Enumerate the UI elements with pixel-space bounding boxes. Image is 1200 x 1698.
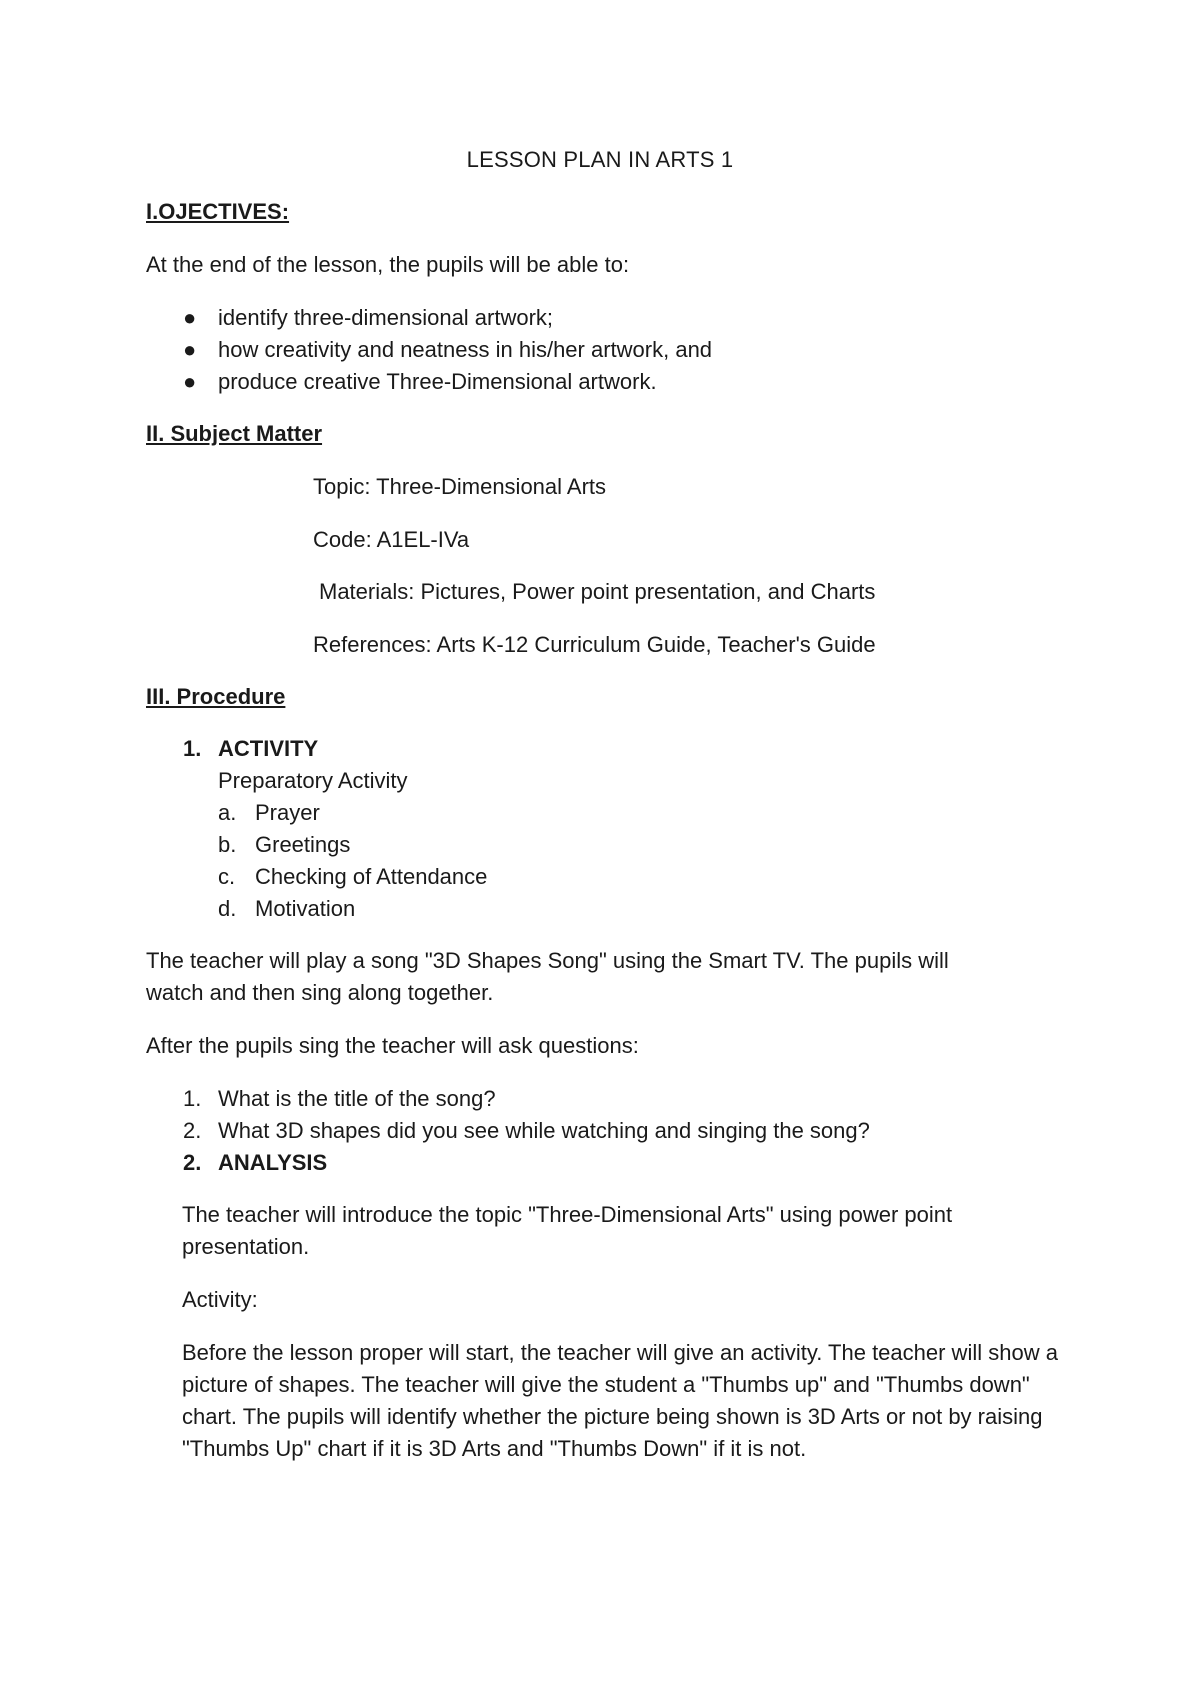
song-paragraph-line1: The teacher will play a song "3D Shapes Song" using the Smart TV. The pupils will bbox=[146, 948, 949, 973]
step-letter: b. bbox=[218, 832, 237, 857]
bullet-icon: ● bbox=[183, 305, 197, 330]
bullet-icon: ● bbox=[183, 369, 197, 394]
question-item: What 3D shapes did you see while watching and singing the song? bbox=[218, 1118, 870, 1143]
subject-references: References: Arts K-12 Curriculum Guide, Teacher's Guide bbox=[313, 632, 876, 657]
objective-item: how creativity and neatness in his/her artwork, and bbox=[218, 337, 713, 362]
subject-code: Code: A1EL-IVa bbox=[313, 527, 470, 552]
analysis-number: 2. bbox=[183, 1150, 202, 1175]
analysis-intro: The teacher will introduce the topic "Three-Dimensional Arts" using power point presentation. bbox=[182, 1202, 953, 1259]
after-song-text: After the pupils sing the teacher will ask questions: bbox=[146, 1033, 639, 1058]
objectives-intro: At the end of the lesson, the pupils will be able to: bbox=[146, 252, 630, 277]
analysis-title: ANALYSIS bbox=[218, 1150, 328, 1175]
document-title: LESSON PLAN IN ARTS 1 bbox=[466, 147, 734, 172]
objectives-heading: I.OJECTIVES: bbox=[146, 199, 290, 224]
step-item: Prayer bbox=[255, 800, 320, 825]
activity-number: 1. bbox=[183, 736, 202, 761]
question-item: What is the title of the song? bbox=[218, 1086, 496, 1111]
activity-subtitle: Preparatory Activity bbox=[218, 768, 408, 793]
procedure-heading: III. Procedure bbox=[146, 684, 286, 709]
subject-materials: Materials: Pictures, Power point presentation, and Charts bbox=[319, 579, 876, 604]
question-number: 1. bbox=[183, 1086, 202, 1111]
question-number: 2. bbox=[183, 1118, 202, 1143]
analysis-activity-label: Activity: bbox=[182, 1287, 258, 1312]
song-paragraph-line2: watch and then sing along together. bbox=[146, 980, 494, 1005]
subject-matter-heading: II. Subject Matter bbox=[146, 421, 323, 446]
subject-topic: Topic: Three-Dimensional Arts bbox=[313, 474, 607, 499]
objective-item: identify three-dimensional artwork; bbox=[218, 305, 554, 330]
step-letter: a. bbox=[218, 800, 237, 825]
step-letter: d. bbox=[218, 896, 237, 921]
step-letter: c. bbox=[218, 864, 236, 889]
activity-title: ACTIVITY bbox=[218, 736, 319, 761]
analysis-description: Before the lesson proper will start, the teacher will give an activity. The teacher will show a picture of shapes. The teacher will give the student a "Thumbs up" and "Thumbs down" chart. The pupils will identify whether the picture being shown is 3D Arts or not by raising "Thumbs Up" chart if it is 3D Arts and "Thumbs Down" if it is not. bbox=[182, 1340, 1058, 1461]
bullet-icon: ● bbox=[183, 337, 197, 362]
step-item: Checking of Attendance bbox=[255, 864, 488, 889]
step-item: Greetings bbox=[255, 832, 351, 857]
step-item: Motivation bbox=[255, 896, 356, 921]
objective-item: produce creative Three-Dimensional artwork. bbox=[218, 369, 657, 394]
